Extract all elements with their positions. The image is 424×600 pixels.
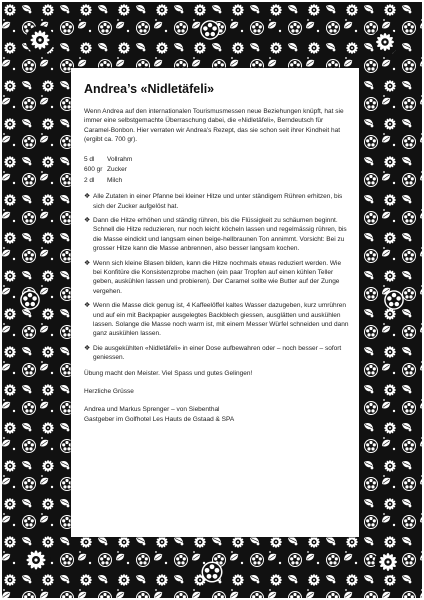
greeting-line: Herzliche Grüsse bbox=[84, 388, 134, 396]
ingredient-item bbox=[84, 165, 349, 176]
signature-names: Andrea und Markus Sprenger – von Siebenthal bbox=[84, 406, 220, 414]
ingredient-name: Zucker bbox=[107, 166, 127, 174]
diamond-bullet-icon: ❖ bbox=[84, 344, 91, 352]
diamond-bullet-icon: ❖ bbox=[84, 259, 91, 267]
diamond-bullet-icon: ❖ bbox=[84, 193, 91, 201]
ingredient-item bbox=[84, 176, 349, 187]
step-text: Dann die Hitze erhöhen und ständig rühren, bis die Flüssigkeit zu schäumen beginnt. Schnell die Hitze reduzieren, nur noch leicht köcheln lassen und regelmässig rühren, bis die Masse eindickt und langsam einen beige-hellbraunen Ton annimmt. Vorsicht: Bei zu grosser Hitze kann die Masse anbrennen, also besser langsam kochen. bbox=[93, 216, 347, 253]
recipe-card bbox=[71, 68, 359, 537]
step-text: Wenn die Masse dick genug ist, 4 Kaffeelöffel kaltes Wasser dazugeben, kurz umrühren und auf ein mit Backpapier ausgelegtes Backblech giessen, ausglätten und auskühlen lassen. Solange die Masse noch warm ist, mit einem Messer Würfel schneiden und dann ganz auskühlen lassen. bbox=[93, 302, 349, 338]
ingredient-quantity: 5 dl bbox=[84, 155, 95, 163]
ingredient-name: Milch bbox=[107, 176, 123, 184]
diamond-bullet-icon: ❖ bbox=[84, 216, 91, 224]
recipe-title: Andrea’s «Nidletäfeli» bbox=[84, 82, 215, 96]
step-text: Alle Zutaten in einer Pfanne bei kleiner Hitze und unter ständigem Rühren erhitzen, bis sich der Zucker aufgelöst hat. bbox=[93, 193, 343, 210]
diamond-bullet-icon: ❖ bbox=[84, 302, 91, 310]
step-text: Die ausgekühlten «Nidletäfeli» in einer Dose aufbewahren oder – noch besser – sofort geniessen. bbox=[93, 344, 342, 362]
recipe-intro: Wenn Andrea auf den internationalen Tourismusmessen neue Beziehungen knüpft, hat sie immer eine selbstgemachte Überraschung dabei, die «Nidletäfeli», Berndeutsch für Caramel-Bonbon. Hier verraten wir Andrea’s Rezept, das sie schon seit ihrer Kindheit hat (ergibt ca. 700 gr). bbox=[84, 108, 344, 144]
recipe-step bbox=[84, 259, 349, 297]
recipe-step bbox=[84, 192, 349, 211]
step-text: Wenn sich kleine Blasen bilden, kann die Hitze nochmals etwas reduziert werden. Wie bei Konfitüre die Konsistenzprobe machen (ein paar Tropfen auf einen kühlen Teller geben, auskühlen lassen und probieren). Der Caramel sollte wie Butter auf der Zunge vergehen. bbox=[93, 259, 342, 295]
recipe-step bbox=[84, 216, 349, 254]
ingredient-name: Vollrahm bbox=[107, 155, 133, 163]
closing-line: Übung macht den Meister. Viel Spass und gutes Gelingen! bbox=[84, 369, 253, 377]
recipe-step bbox=[84, 344, 349, 363]
ingredient-quantity: 600 gr bbox=[84, 166, 103, 174]
signature-hotel: Gastgeber im Golfhotel Les Hauts de Gstaad & SPA bbox=[84, 415, 235, 423]
recipe-steps bbox=[84, 192, 349, 363]
recipe-step bbox=[84, 301, 349, 339]
ingredient-item bbox=[84, 155, 349, 166]
ingredient-list bbox=[84, 155, 349, 187]
ingredient-quantity: 2 dl bbox=[84, 176, 95, 184]
